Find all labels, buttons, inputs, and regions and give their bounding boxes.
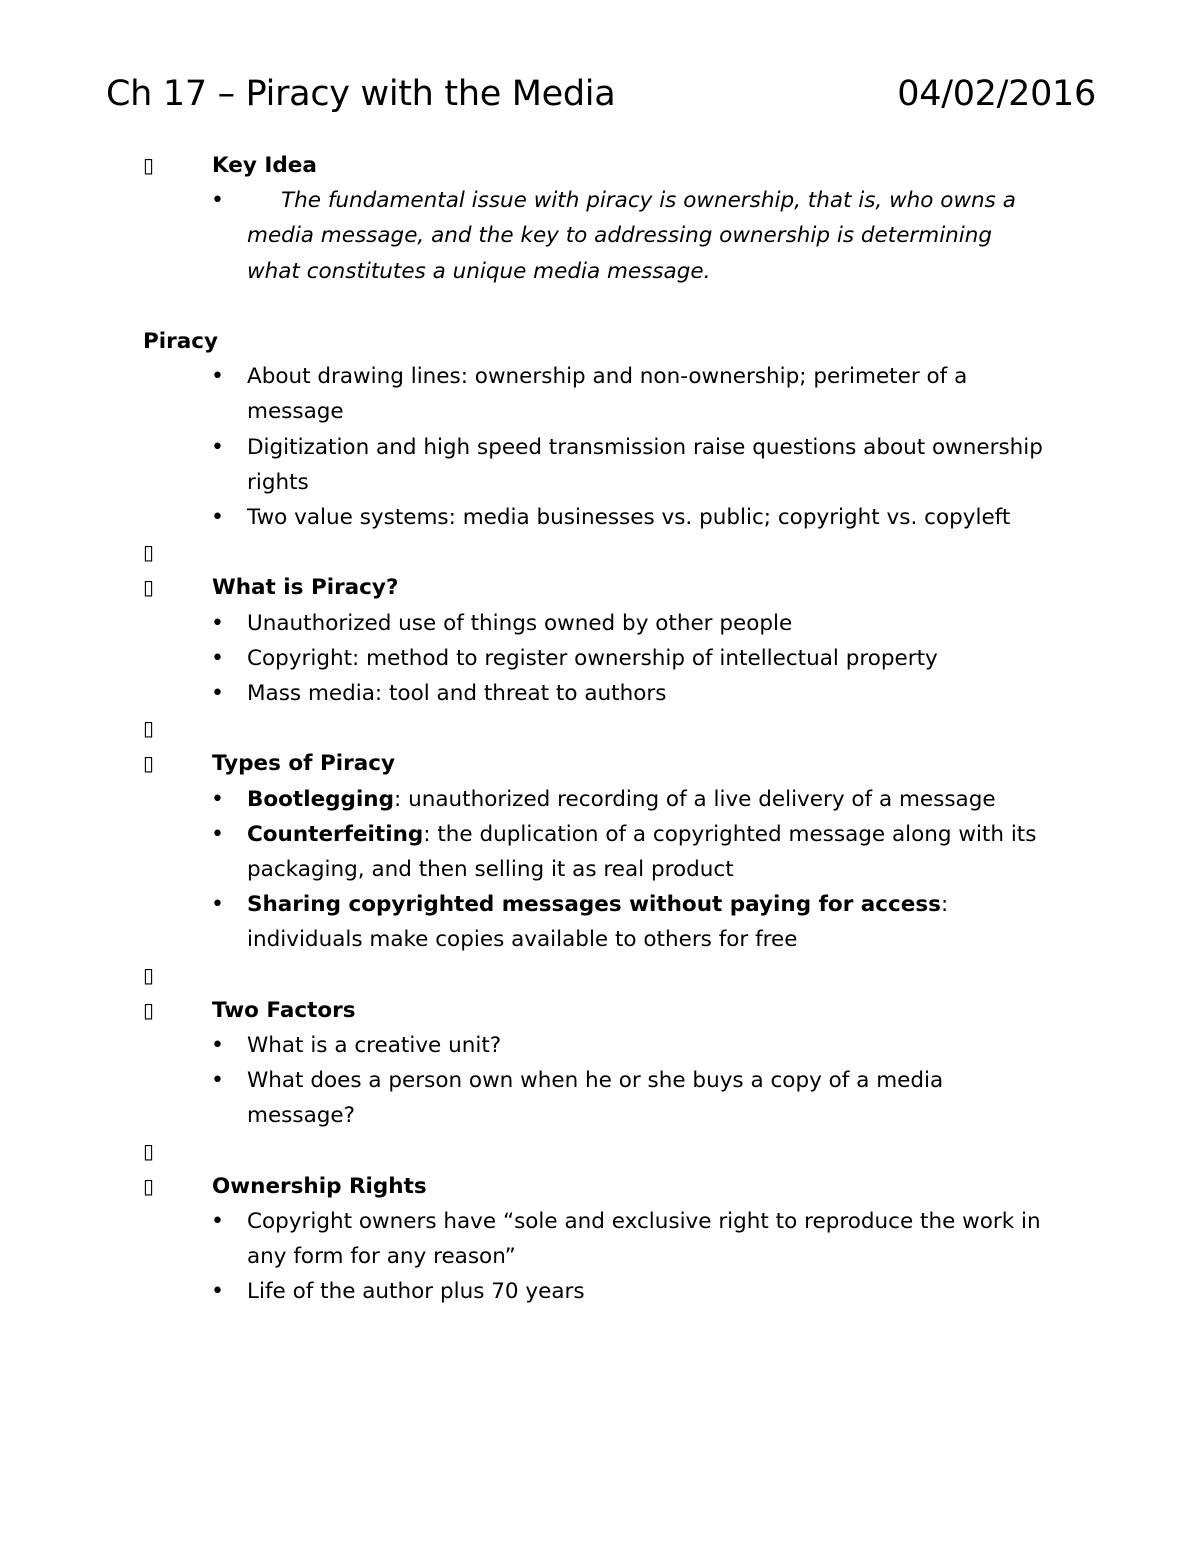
section-heading: Types of Piracy: [212, 751, 395, 777]
bullet-icon: •: [211, 821, 224, 847]
section-key-idea-header: [0, 148, 1200, 183]
list-item: [0, 676, 1200, 711]
list-item: [0, 887, 1200, 957]
square-marker-icon: ▯: [143, 540, 155, 565]
section-ownership-rights-header: [0, 1169, 1200, 1204]
bullet-icon: •: [211, 188, 224, 214]
list-item: [0, 1274, 1200, 1309]
term-bootlegging: Bootlegging: [247, 786, 395, 812]
page-header: [106, 72, 1096, 116]
list-item-text: About drawing lines: ownership and non-ownership; perimeter of a message: [247, 364, 968, 425]
term-definition: : the duplication of a copyrighted message along with its packaging, and then selling it as real product: [247, 821, 1037, 882]
section-heading: Key Idea: [212, 153, 317, 178]
list-item: [0, 641, 1200, 676]
term-sharing: Sharing copyrighted messages without paying for access: [247, 892, 941, 918]
list-item: [0, 782, 1200, 817]
list-item: [0, 1063, 1200, 1133]
bullet-icon: •: [211, 645, 224, 671]
empty-marker-line: [0, 958, 1200, 993]
square-marker-icon: ▯: [143, 1173, 155, 1198]
empty-marker-line: [0, 711, 1200, 746]
list-item: [0, 430, 1200, 500]
bullet-icon: •: [211, 1068, 224, 1094]
section-what-is-piracy-header: [0, 570, 1200, 605]
bullet-icon: •: [211, 504, 224, 530]
empty-marker-line: [0, 535, 1200, 570]
list-item: [0, 1028, 1200, 1063]
square-marker-icon: ▯: [143, 1138, 155, 1163]
list-item-text: Mass media: tool and threat to authors: [247, 680, 667, 706]
bullet-icon: •: [211, 364, 224, 390]
list-item: [0, 500, 1200, 535]
list-item-text: Copyright owners have “sole and exclusive right to reproduce the work in any form for any reason”: [247, 1208, 1041, 1270]
notes-body: [0, 148, 1200, 1310]
list-item: [0, 1204, 1200, 1274]
list-item: [0, 817, 1200, 887]
section-heading: Two Factors: [212, 997, 356, 1023]
square-marker-icon: ▯: [143, 575, 155, 600]
term-definition: : unauthorized recording of a live delivery of a message: [394, 786, 996, 812]
square-marker-icon: ▯: [143, 153, 155, 177]
term-counterfeiting: Counterfeiting: [247, 821, 424, 847]
square-marker-icon: ▯: [143, 716, 155, 741]
bullet-icon: •: [211, 1208, 224, 1234]
bullet-icon: •: [211, 892, 224, 918]
empty-marker-line: [0, 1134, 1200, 1169]
list-item: [0, 359, 1200, 429]
list-item-text: What is a creative unit?: [247, 1032, 502, 1058]
list-item-text: Unauthorized use of things owned by other people: [247, 610, 793, 636]
list-item-text: Two value systems: media businesses vs. public; copyright vs. copyleft: [247, 504, 1011, 530]
page-date: 04/02/2016: [897, 74, 1096, 114]
section-types-of-piracy-header: [0, 746, 1200, 781]
section-piracy-header: [0, 324, 1200, 359]
bullet-icon: •: [211, 1032, 224, 1058]
section-two-factors-header: [0, 993, 1200, 1028]
list-item-text: Copyright: method to register ownership of intellectual property: [247, 645, 938, 671]
section-heading: Piracy: [143, 328, 218, 354]
bullet-icon: •: [211, 610, 224, 636]
section-heading: What is Piracy?: [212, 575, 399, 601]
square-marker-icon: ▯: [143, 962, 155, 987]
bullet-icon: •: [211, 434, 224, 460]
bullet-icon: •: [211, 786, 224, 812]
term-definition: : individuals make copies available to others for free: [247, 892, 949, 953]
page-title: Ch 17 – Piracy with the Media: [106, 74, 616, 114]
bullet-icon: •: [211, 1279, 224, 1305]
bullet-icon: •: [211, 680, 224, 706]
list-item-text: What does a person own when he or she buys a copy of a media message?: [247, 1068, 944, 1129]
list-item-text: Life of the author plus 70 years: [247, 1279, 585, 1305]
list-item-text: Digitization and high speed transmission raise questions about ownership rights: [247, 434, 1043, 495]
section-heading: Ownership Rights: [212, 1173, 427, 1199]
square-marker-icon: ▯: [143, 751, 155, 776]
key-idea-text: The fundamental issue with piracy is ownership, that is, who owns a media message, and the key to addressing ownership is determining what constitutes a unique media message.: [247, 188, 1016, 284]
square-marker-icon: ▯: [143, 997, 155, 1022]
key-idea-item: [0, 183, 1200, 289]
list-item: [0, 606, 1200, 641]
